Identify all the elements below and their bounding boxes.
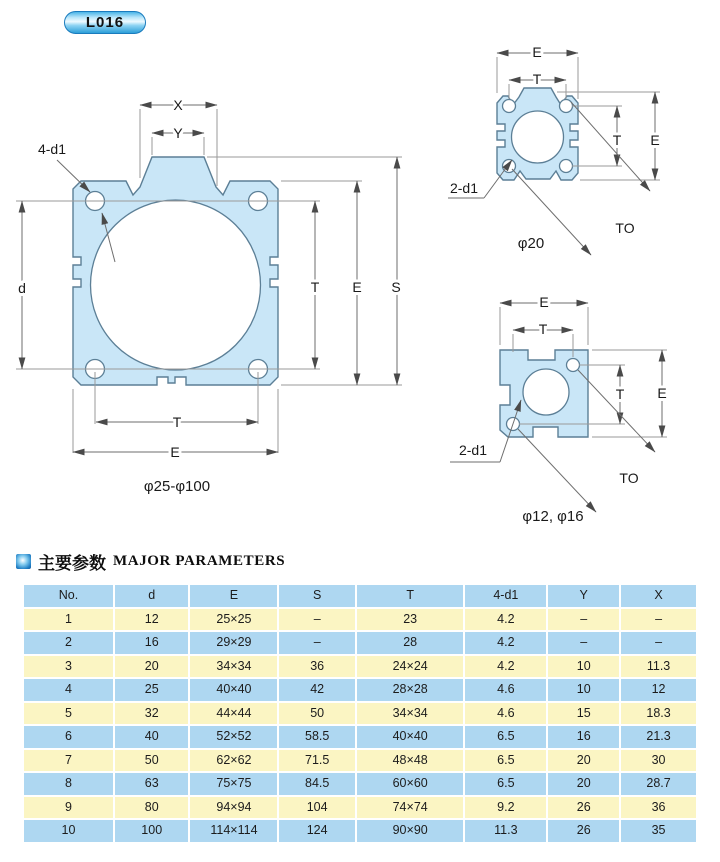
- table-row: [23, 631, 697, 655]
- table-header-row: [23, 584, 697, 608]
- table-cell: 42: [278, 678, 356, 702]
- dim-label-e-top: E: [539, 294, 549, 310]
- table-cell: 12: [620, 678, 697, 702]
- drawing-caption: φ20: [517, 235, 545, 252]
- column-header-no: No.: [23, 584, 114, 608]
- table-cell: 62×62: [189, 749, 278, 773]
- table-cell: –: [620, 631, 697, 655]
- corner-hole: [560, 160, 573, 173]
- table-cell: 15: [547, 702, 620, 726]
- table-cell: 25×25: [189, 608, 278, 632]
- dim-label-x: X: [173, 97, 183, 113]
- table-cell: 12: [114, 608, 189, 632]
- table-cell: 6.5: [464, 749, 547, 773]
- table-cell: 4.2: [464, 655, 547, 679]
- table-cell: 6: [23, 725, 114, 749]
- table-row: [23, 749, 697, 773]
- table-cell: 11.3: [464, 819, 547, 843]
- dim-label-s: S: [391, 279, 401, 295]
- table-cell: –: [620, 608, 697, 632]
- table-cell: 75×75: [189, 772, 278, 796]
- table-cell: 8: [23, 772, 114, 796]
- table-cell: 3: [23, 655, 114, 679]
- corner-hole: [560, 100, 573, 113]
- table-cell: 28×28: [356, 678, 465, 702]
- dim-label-e-right: E: [352, 279, 362, 295]
- dim-label-2d1: 2-d1: [458, 442, 488, 458]
- table-cell: 2: [23, 631, 114, 655]
- table-cell: 6.5: [464, 725, 547, 749]
- table-cell: 36: [620, 796, 697, 820]
- table-cell: 44×44: [189, 702, 278, 726]
- section-title-en: MAJOR PARAMETERS: [113, 553, 286, 569]
- table-cell: –: [547, 608, 620, 632]
- table-cell: 10: [547, 678, 620, 702]
- table-cell: 6.5: [464, 772, 547, 796]
- table-cell: 25: [114, 678, 189, 702]
- dim-label-e-top: E: [532, 44, 542, 60]
- column-header-d: d: [114, 584, 189, 608]
- table-cell: 84.5: [278, 772, 356, 796]
- column-header-x: X: [620, 584, 697, 608]
- table-cell: 24×24: [356, 655, 465, 679]
- profile-drawing-phi20: [448, 44, 660, 255]
- table-cell: 16: [114, 631, 189, 655]
- blue-glow-square-icon: [16, 554, 31, 569]
- table-row: [23, 772, 697, 796]
- table-cell: 40×40: [189, 678, 278, 702]
- table-cell: 4: [23, 678, 114, 702]
- table-cell: 4.6: [464, 678, 547, 702]
- dim-label-to: TO: [619, 470, 639, 486]
- table-cell: 124: [278, 819, 356, 843]
- section-header: [16, 549, 285, 574]
- table-cell: 36: [278, 655, 356, 679]
- dim-label-e-bottom: E: [170, 444, 180, 460]
- table-cell: 18.3: [620, 702, 697, 726]
- table-row: [23, 678, 697, 702]
- table-cell: 20: [114, 655, 189, 679]
- table-cell: 34×34: [356, 702, 465, 726]
- table-cell: 40×40: [356, 725, 465, 749]
- dim-label-d: d: [18, 280, 26, 296]
- table-cell: 94×94: [189, 796, 278, 820]
- bore-circle: [512, 111, 564, 163]
- drawing-caption: φ25-φ100: [143, 478, 211, 495]
- table-cell: 20: [547, 772, 620, 796]
- table-cell: 30: [620, 749, 697, 773]
- table-cell: 21.3: [620, 725, 697, 749]
- table-cell: 20: [547, 749, 620, 773]
- table-cell: 104: [278, 796, 356, 820]
- drawing-caption: φ12, φ16: [522, 508, 584, 525]
- table-cell: 74×74: [356, 796, 465, 820]
- table-cell: 34×34: [189, 655, 278, 679]
- table-cell: 1: [23, 608, 114, 632]
- table-cell: –: [278, 631, 356, 655]
- dim-label-4d1: 4-d1: [37, 141, 67, 157]
- table-cell: 60×60: [356, 772, 465, 796]
- dim-label-t-bottom: T: [172, 414, 182, 430]
- bore-circle: [523, 369, 569, 415]
- table-cell: 26: [547, 796, 620, 820]
- column-header-s: S: [278, 584, 356, 608]
- table-cell: 9: [23, 796, 114, 820]
- table-cell: 40: [114, 725, 189, 749]
- table-cell: –: [547, 631, 620, 655]
- dim-label-t-right: T: [615, 386, 625, 402]
- table-row: [23, 608, 697, 632]
- table-cell: 23: [356, 608, 465, 632]
- table-cell: 48×48: [356, 749, 465, 773]
- table-cell: 10: [547, 655, 620, 679]
- dim-label-t-top: T: [538, 321, 548, 337]
- table-cell: 10: [23, 819, 114, 843]
- table-row: [23, 819, 697, 843]
- column-header-4d1: 4-d1: [464, 584, 547, 608]
- table-cell: 52×52: [189, 725, 278, 749]
- table-cell: 50: [114, 749, 189, 773]
- corner-hole: [567, 359, 580, 372]
- corner-hole: [503, 100, 516, 113]
- table-cell: 4.6: [464, 702, 547, 726]
- dim-label-e-right: E: [657, 385, 667, 401]
- table-cell: 100: [114, 819, 189, 843]
- table-cell: 4.2: [464, 631, 547, 655]
- column-header-y: Y: [547, 584, 620, 608]
- table-cell: 114×114: [189, 819, 278, 843]
- dim-label-t-right: T: [612, 132, 622, 148]
- table-row: [23, 725, 697, 749]
- profile-drawing-large: [16, 97, 402, 495]
- table-cell: 50: [278, 702, 356, 726]
- table-cell: 11.3: [620, 655, 697, 679]
- table-cell: 29×29: [189, 631, 278, 655]
- profile-drawing-phi12-16: [450, 294, 667, 525]
- table-cell: –: [278, 608, 356, 632]
- dim-label-y: Y: [173, 125, 183, 141]
- table-cell: 28.7: [620, 772, 697, 796]
- table-body: [23, 608, 697, 843]
- product-code-label: L016: [85, 14, 125, 31]
- table-row: [23, 796, 697, 820]
- parameters-table: [22, 583, 698, 844]
- table-cell: 4.2: [464, 608, 547, 632]
- dim-label-t-right: T: [310, 279, 320, 295]
- table-cell: 35: [620, 819, 697, 843]
- table-cell: 9.2: [464, 796, 547, 820]
- table-cell: 90×90: [356, 819, 465, 843]
- table-cell: 7: [23, 749, 114, 773]
- table-row: [23, 655, 697, 679]
- table-row: [23, 702, 697, 726]
- table-cell: 5: [23, 702, 114, 726]
- table-cell: 28: [356, 631, 465, 655]
- dim-label-2d1: 2-d1: [449, 180, 479, 196]
- table-cell: 71.5: [278, 749, 356, 773]
- dim-label-e-right: E: [650, 132, 660, 148]
- column-header-e: E: [189, 584, 278, 608]
- dim-label-t-top: T: [532, 71, 542, 87]
- table-cell: 32: [114, 702, 189, 726]
- table-cell: 80: [114, 796, 189, 820]
- bore-circle: [91, 200, 261, 370]
- section-title-cn: 主要参数: [38, 554, 106, 573]
- table-cell: 63: [114, 772, 189, 796]
- table-cell: 58.5: [278, 725, 356, 749]
- table-cell: 16: [547, 725, 620, 749]
- table-cell: 26: [547, 819, 620, 843]
- column-header-t: T: [356, 584, 465, 608]
- dim-label-to: TO: [615, 220, 635, 236]
